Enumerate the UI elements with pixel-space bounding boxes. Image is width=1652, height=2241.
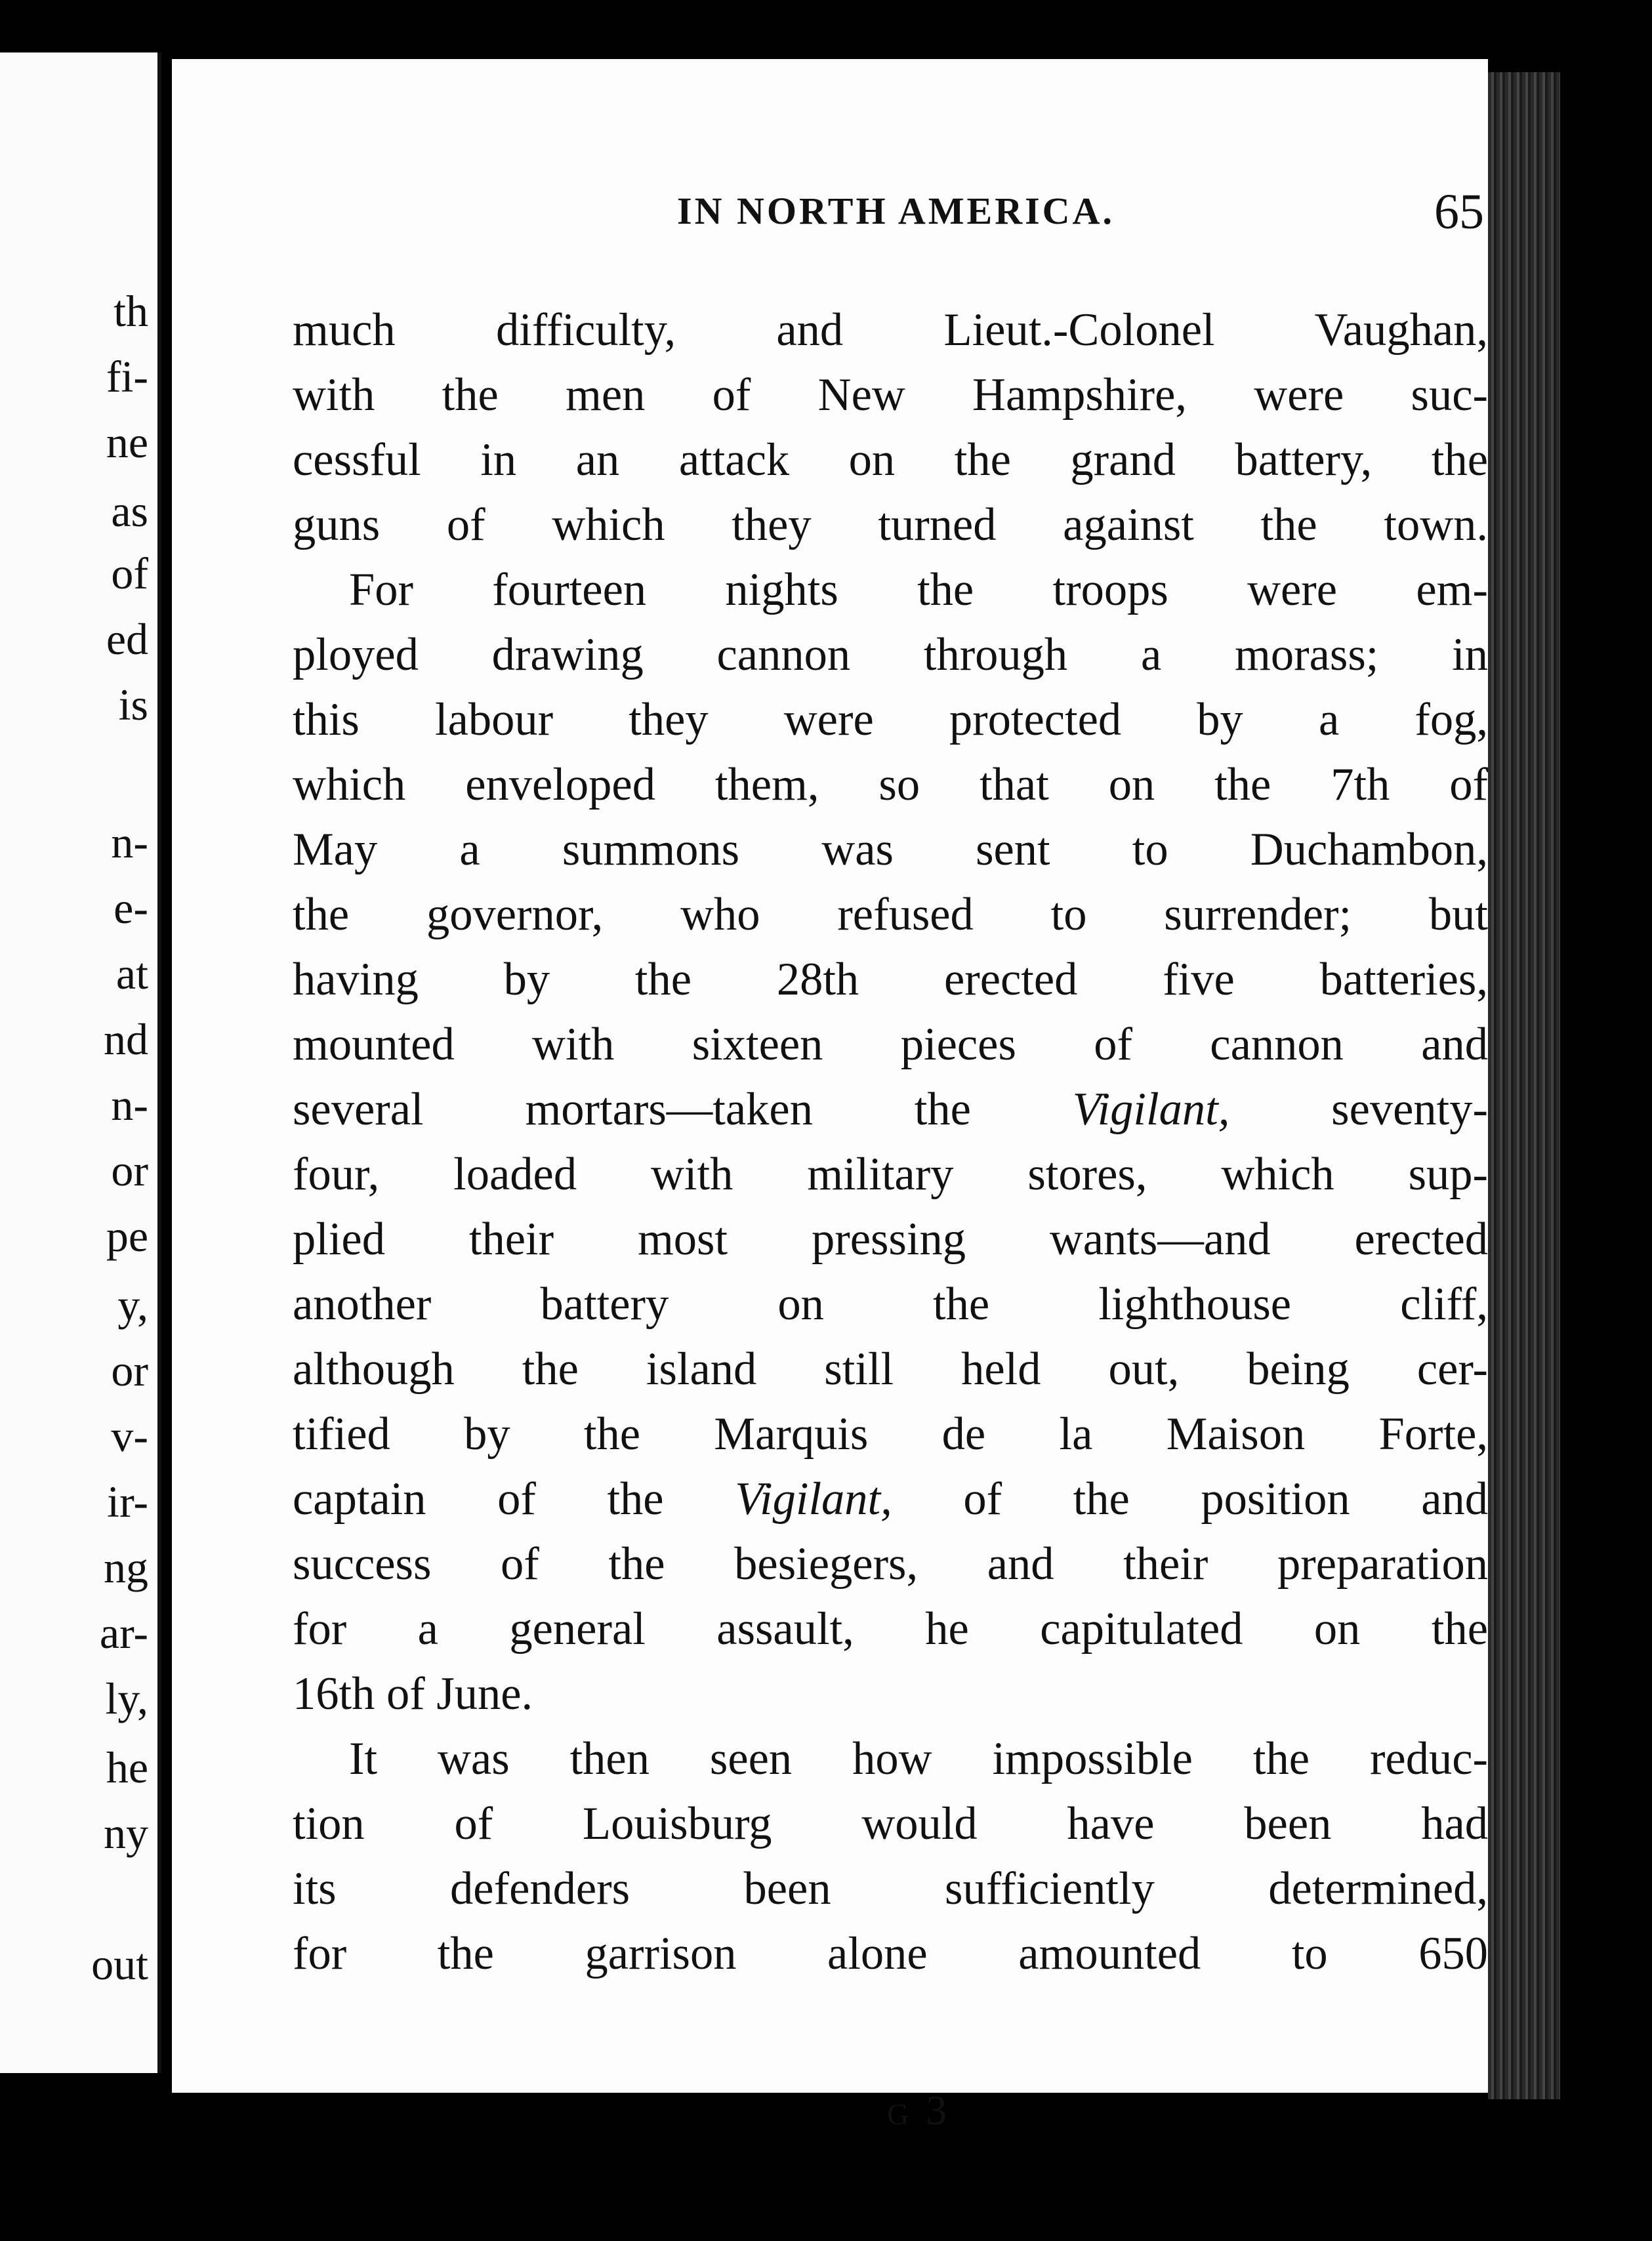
- facing-page-fragment: he: [106, 1742, 148, 1792]
- body-text: [293, 298, 1488, 1986]
- printer-signature: [887, 2086, 947, 2135]
- text-line-content: for a general assault, he capitulated on the: [293, 1603, 1488, 1655]
- text-line: [293, 1597, 1488, 1662]
- text-line: [293, 558, 1488, 623]
- text-line: [293, 947, 1488, 1012]
- text-line-content: guns of which they turned against the town.: [293, 499, 1488, 550]
- page-edges: [1488, 72, 1560, 2099]
- text-line: [293, 493, 1488, 558]
- book-page: [172, 59, 1488, 2133]
- text-line-content: its defenders been sufficiently determined,: [293, 1863, 1488, 1914]
- text-line: [293, 688, 1488, 752]
- text-line: [293, 428, 1488, 493]
- facing-page-fragment: n-: [111, 817, 148, 867]
- text-line: [293, 1922, 1488, 1986]
- facing-page-fragment: ar-: [99, 1608, 148, 1658]
- facing-page-fragment: as: [111, 486, 148, 536]
- text-line-content: this labour they were protected by a fog,: [293, 694, 1488, 745]
- text-line-content: It was then seen how impossible the reduc-: [349, 1733, 1488, 1784]
- text-line: [293, 298, 1488, 363]
- facing-page-fragment: th: [114, 286, 148, 336]
- text-line: [293, 1532, 1488, 1597]
- text-line-segment: of the position and: [892, 1473, 1488, 1525]
- text-line-segment: several mortars—taken the: [293, 1084, 1073, 1135]
- text-line: [293, 1012, 1488, 1077]
- text-line-segment: seventy-: [1229, 1084, 1488, 1135]
- facing-page-fragment: nd: [104, 1014, 148, 1064]
- ship-name: Vigilant,: [1072, 1084, 1230, 1135]
- facing-page-fragment: or: [111, 1145, 148, 1195]
- text-line: [293, 882, 1488, 947]
- text-line-content: another battery on the lighthouse cliff,: [293, 1279, 1488, 1330]
- facing-page-fragment: pe: [106, 1211, 148, 1261]
- text-line-content: the governor, who refused to surrender; but: [293, 889, 1488, 940]
- facing-page-fragment: or: [111, 1346, 148, 1395]
- text-line-content: with the men of New Hampshire, were suc-: [293, 369, 1488, 421]
- facing-page-fragment: ly,: [105, 1674, 148, 1723]
- text-line-content: for the garrison alone amounted to 650: [293, 1928, 1488, 1979]
- text-line-content: which enveloped them, so that on the 7th of: [293, 759, 1488, 810]
- signature-letter: G: [887, 2097, 911, 2131]
- text-line: [293, 1142, 1488, 1207]
- text-line-content: ployed drawing cannon through a morass; in: [293, 629, 1488, 680]
- facing-page-fragment: v-: [111, 1411, 148, 1461]
- text-line-content: having by the 28th erected five batteries,: [293, 954, 1488, 1005]
- text-line: [293, 817, 1488, 882]
- facing-page-fragment: e-: [114, 883, 148, 933]
- facing-page-fragment: out: [91, 1939, 148, 1989]
- running-head: [283, 184, 1484, 249]
- text-line-content: May a summons was sent to Duchambon,: [293, 824, 1488, 875]
- text-line: [293, 1727, 1488, 1792]
- ship-name: Vigilant,: [735, 1473, 892, 1525]
- facing-page-fragment: ne: [106, 417, 148, 467]
- facing-page-fragment: ir-: [107, 1477, 148, 1527]
- text-line: [293, 1467, 1488, 1532]
- facing-page-fragment: ny: [104, 1808, 148, 1858]
- text-line: [293, 752, 1488, 817]
- text-line: [293, 1207, 1488, 1272]
- text-line: [293, 1077, 1488, 1142]
- text-line: [293, 363, 1488, 428]
- text-line-content: cessful in an attack on the grand battery, the: [293, 434, 1488, 485]
- text-line-content: much difficulty, and Lieut.-Colonel Vaughan,: [293, 304, 1488, 356]
- facing-page-fragment: fi-: [106, 352, 148, 401]
- facing-page-fragment: y,: [117, 1280, 148, 1330]
- text-line: [293, 1662, 1488, 1727]
- facing-page-fragment: is: [118, 680, 148, 730]
- text-line-content: mounted with sixteen pieces of cannon and: [293, 1019, 1488, 1070]
- text-line-segment: captain of the: [293, 1473, 735, 1525]
- text-line: [293, 623, 1488, 688]
- facing-page-fragment: ed: [106, 614, 148, 664]
- book-gutter: [161, 39, 172, 2093]
- text-line-content: although the island still held out, being cer-: [293, 1344, 1488, 1395]
- facing-page: [0, 52, 161, 2073]
- facing-page-fragment: ng: [104, 1542, 148, 1592]
- signature-number: 3: [926, 2087, 947, 2133]
- page-number: 65: [1434, 184, 1484, 239]
- facing-page-fragment: n-: [111, 1080, 148, 1130]
- text-line-content: success of the besiegers, and their preparation: [293, 1538, 1488, 1590]
- text-line: [293, 1857, 1488, 1922]
- text-line: [293, 1792, 1488, 1857]
- text-line-content: 16th of June.: [293, 1668, 533, 1719]
- text-line: [293, 1272, 1488, 1337]
- text-line-content: tion of Louisburg would have been had: [293, 1798, 1488, 1849]
- text-line-content: tified by the Marquis de la Maison Forte,: [293, 1408, 1488, 1460]
- text-line-content: plied their most pressing wants—and erected: [293, 1214, 1488, 1265]
- text-line: [293, 1402, 1488, 1467]
- text-line-content: four, loaded with military stores, which sup-: [293, 1149, 1488, 1200]
- facing-page-fragment: at: [115, 949, 148, 998]
- text-line-content: For fourteen nights the troops were em-: [349, 564, 1488, 615]
- facing-page-fragment: of: [111, 548, 148, 598]
- running-head-title: IN NORTH AMERICA.: [677, 190, 1115, 232]
- text-line: [293, 1337, 1488, 1402]
